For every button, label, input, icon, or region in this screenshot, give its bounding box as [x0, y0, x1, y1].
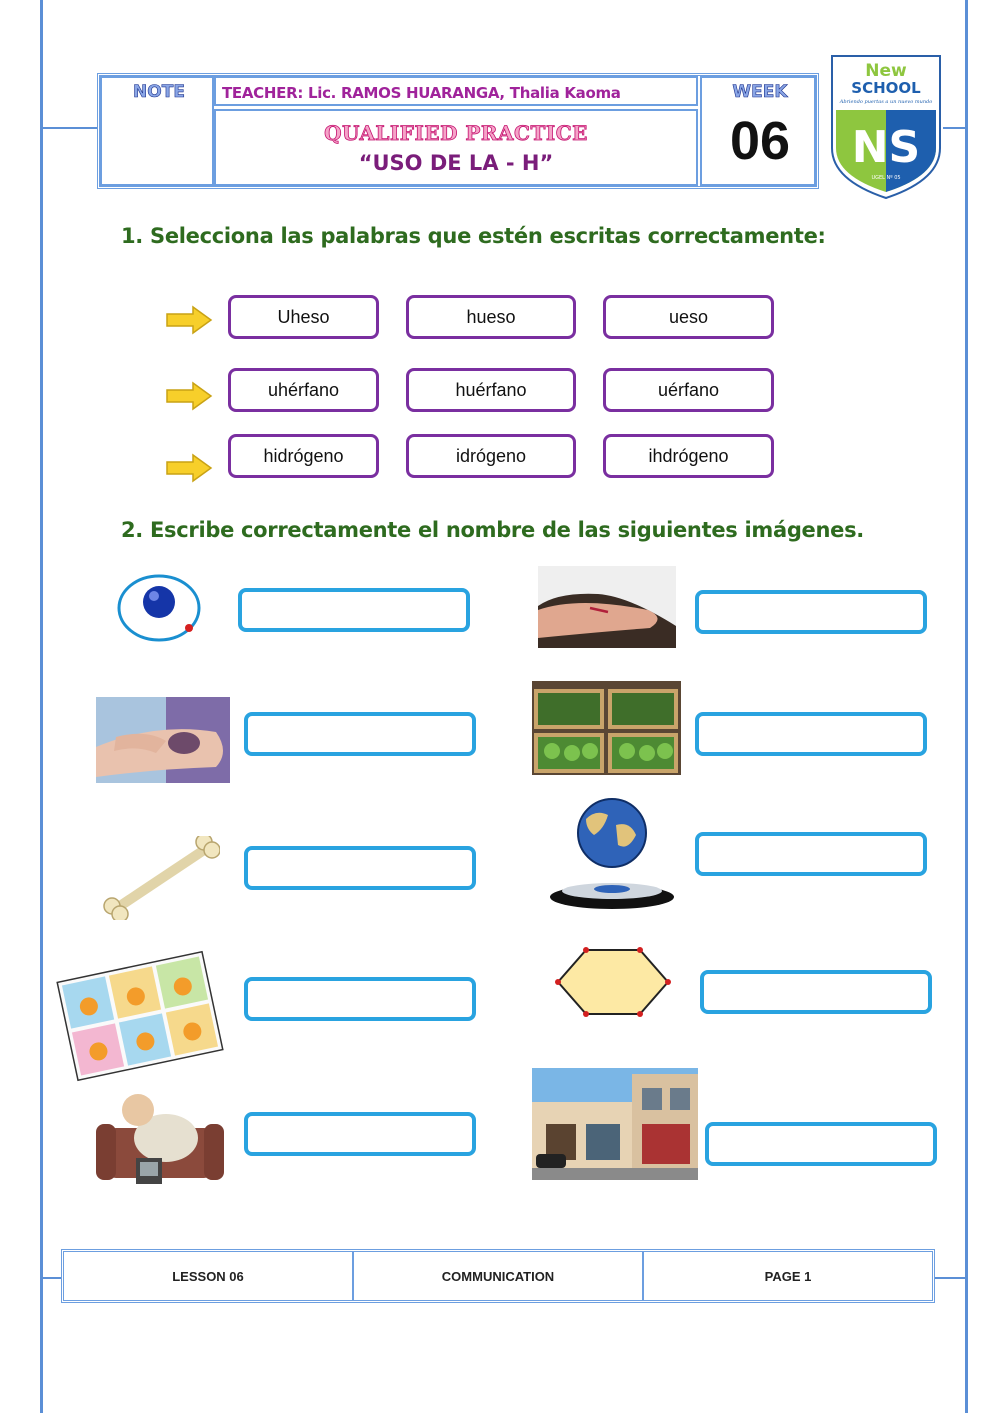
lazy-man-couch-image: [96, 1088, 224, 1192]
word-option[interactable]: huérfano: [406, 368, 576, 412]
storefront-image: [532, 1068, 698, 1180]
word-option[interactable]: hidrógeno: [228, 434, 379, 478]
week-label: WEEK: [732, 82, 788, 102]
week-cell: [700, 76, 816, 186]
arrow-right-icon: [165, 452, 213, 484]
word-option[interactable]: uérfano: [603, 368, 774, 412]
title-cell: [214, 109, 698, 186]
logo-ugel: UGEL Nº 05: [871, 175, 901, 181]
header-table: [97, 73, 819, 189]
logo-line1: New: [865, 61, 907, 81]
answer-input[interactable]: [238, 588, 470, 632]
answer-input[interactable]: [695, 832, 927, 876]
hydrogen-atom-image: [115, 572, 203, 644]
footer-table: [61, 1249, 935, 1303]
week-number: 06: [729, 111, 791, 171]
answer-input[interactable]: [244, 1112, 476, 1156]
left-margin-line: [40, 0, 43, 1413]
frame-connector: [42, 1277, 62, 1279]
answer-input[interactable]: [700, 970, 932, 1014]
note-cell: [100, 76, 214, 186]
frame-connector: [934, 1277, 966, 1279]
answer-input[interactable]: [244, 977, 476, 1021]
word-option[interactable]: uhérfano: [228, 368, 379, 412]
finger-cut-image: [538, 566, 676, 648]
teacher-cell: [214, 76, 698, 106]
frame-connector: [42, 127, 98, 129]
note-label: NOTE: [133, 82, 185, 102]
word-option[interactable]: hueso: [406, 295, 576, 339]
logo-initials: NS: [851, 122, 921, 173]
footer-subject: COMMUNICATION: [352, 1252, 642, 1300]
answer-input[interactable]: [244, 712, 476, 756]
answer-input[interactable]: [705, 1122, 937, 1166]
frame-connector: [943, 127, 967, 129]
word-option[interactable]: ihdrógeno: [603, 434, 774, 478]
teacher-name: TEACHER: Lic. RAMOS HUARANGA, Thalia Kaoma: [222, 84, 621, 102]
comic-strip-image: [56, 950, 224, 1082]
question2-title: 2. Escribe correctamente el nombre de las siguientes imágenes.: [121, 518, 864, 542]
floating-globe-image: [546, 795, 678, 915]
logo-tagline: Abriendo puertas a un nuevo mundo: [839, 99, 933, 105]
answer-input[interactable]: [244, 846, 476, 890]
school-logo: [828, 52, 944, 200]
hexagon-image: [552, 944, 674, 1020]
arrow-right-icon: [165, 380, 213, 412]
bone-image: [102, 836, 220, 920]
answer-input[interactable]: [695, 712, 927, 756]
question1-title: 1. Selecciona las palabras que estén escritas correctamente:: [121, 224, 826, 248]
topic-title: “USO DE LA - H”: [358, 151, 554, 175]
logo-line2: SCHOOL: [851, 79, 921, 97]
bruised-arm-image: [96, 697, 230, 783]
word-option[interactable]: idrógeno: [406, 434, 576, 478]
footer-page: PAGE 1: [642, 1252, 932, 1300]
word-option[interactable]: ueso: [603, 295, 774, 339]
word-option[interactable]: Uheso: [228, 295, 379, 339]
answer-input[interactable]: [695, 590, 927, 634]
vegetable-garden-image: [532, 681, 681, 775]
right-margin-line: [965, 0, 968, 1413]
arrow-right-icon: [165, 304, 213, 336]
footer-lesson: LESSON 06: [172, 1268, 244, 1284]
practice-title: QUALIFIED PRACTICE: [324, 121, 588, 145]
